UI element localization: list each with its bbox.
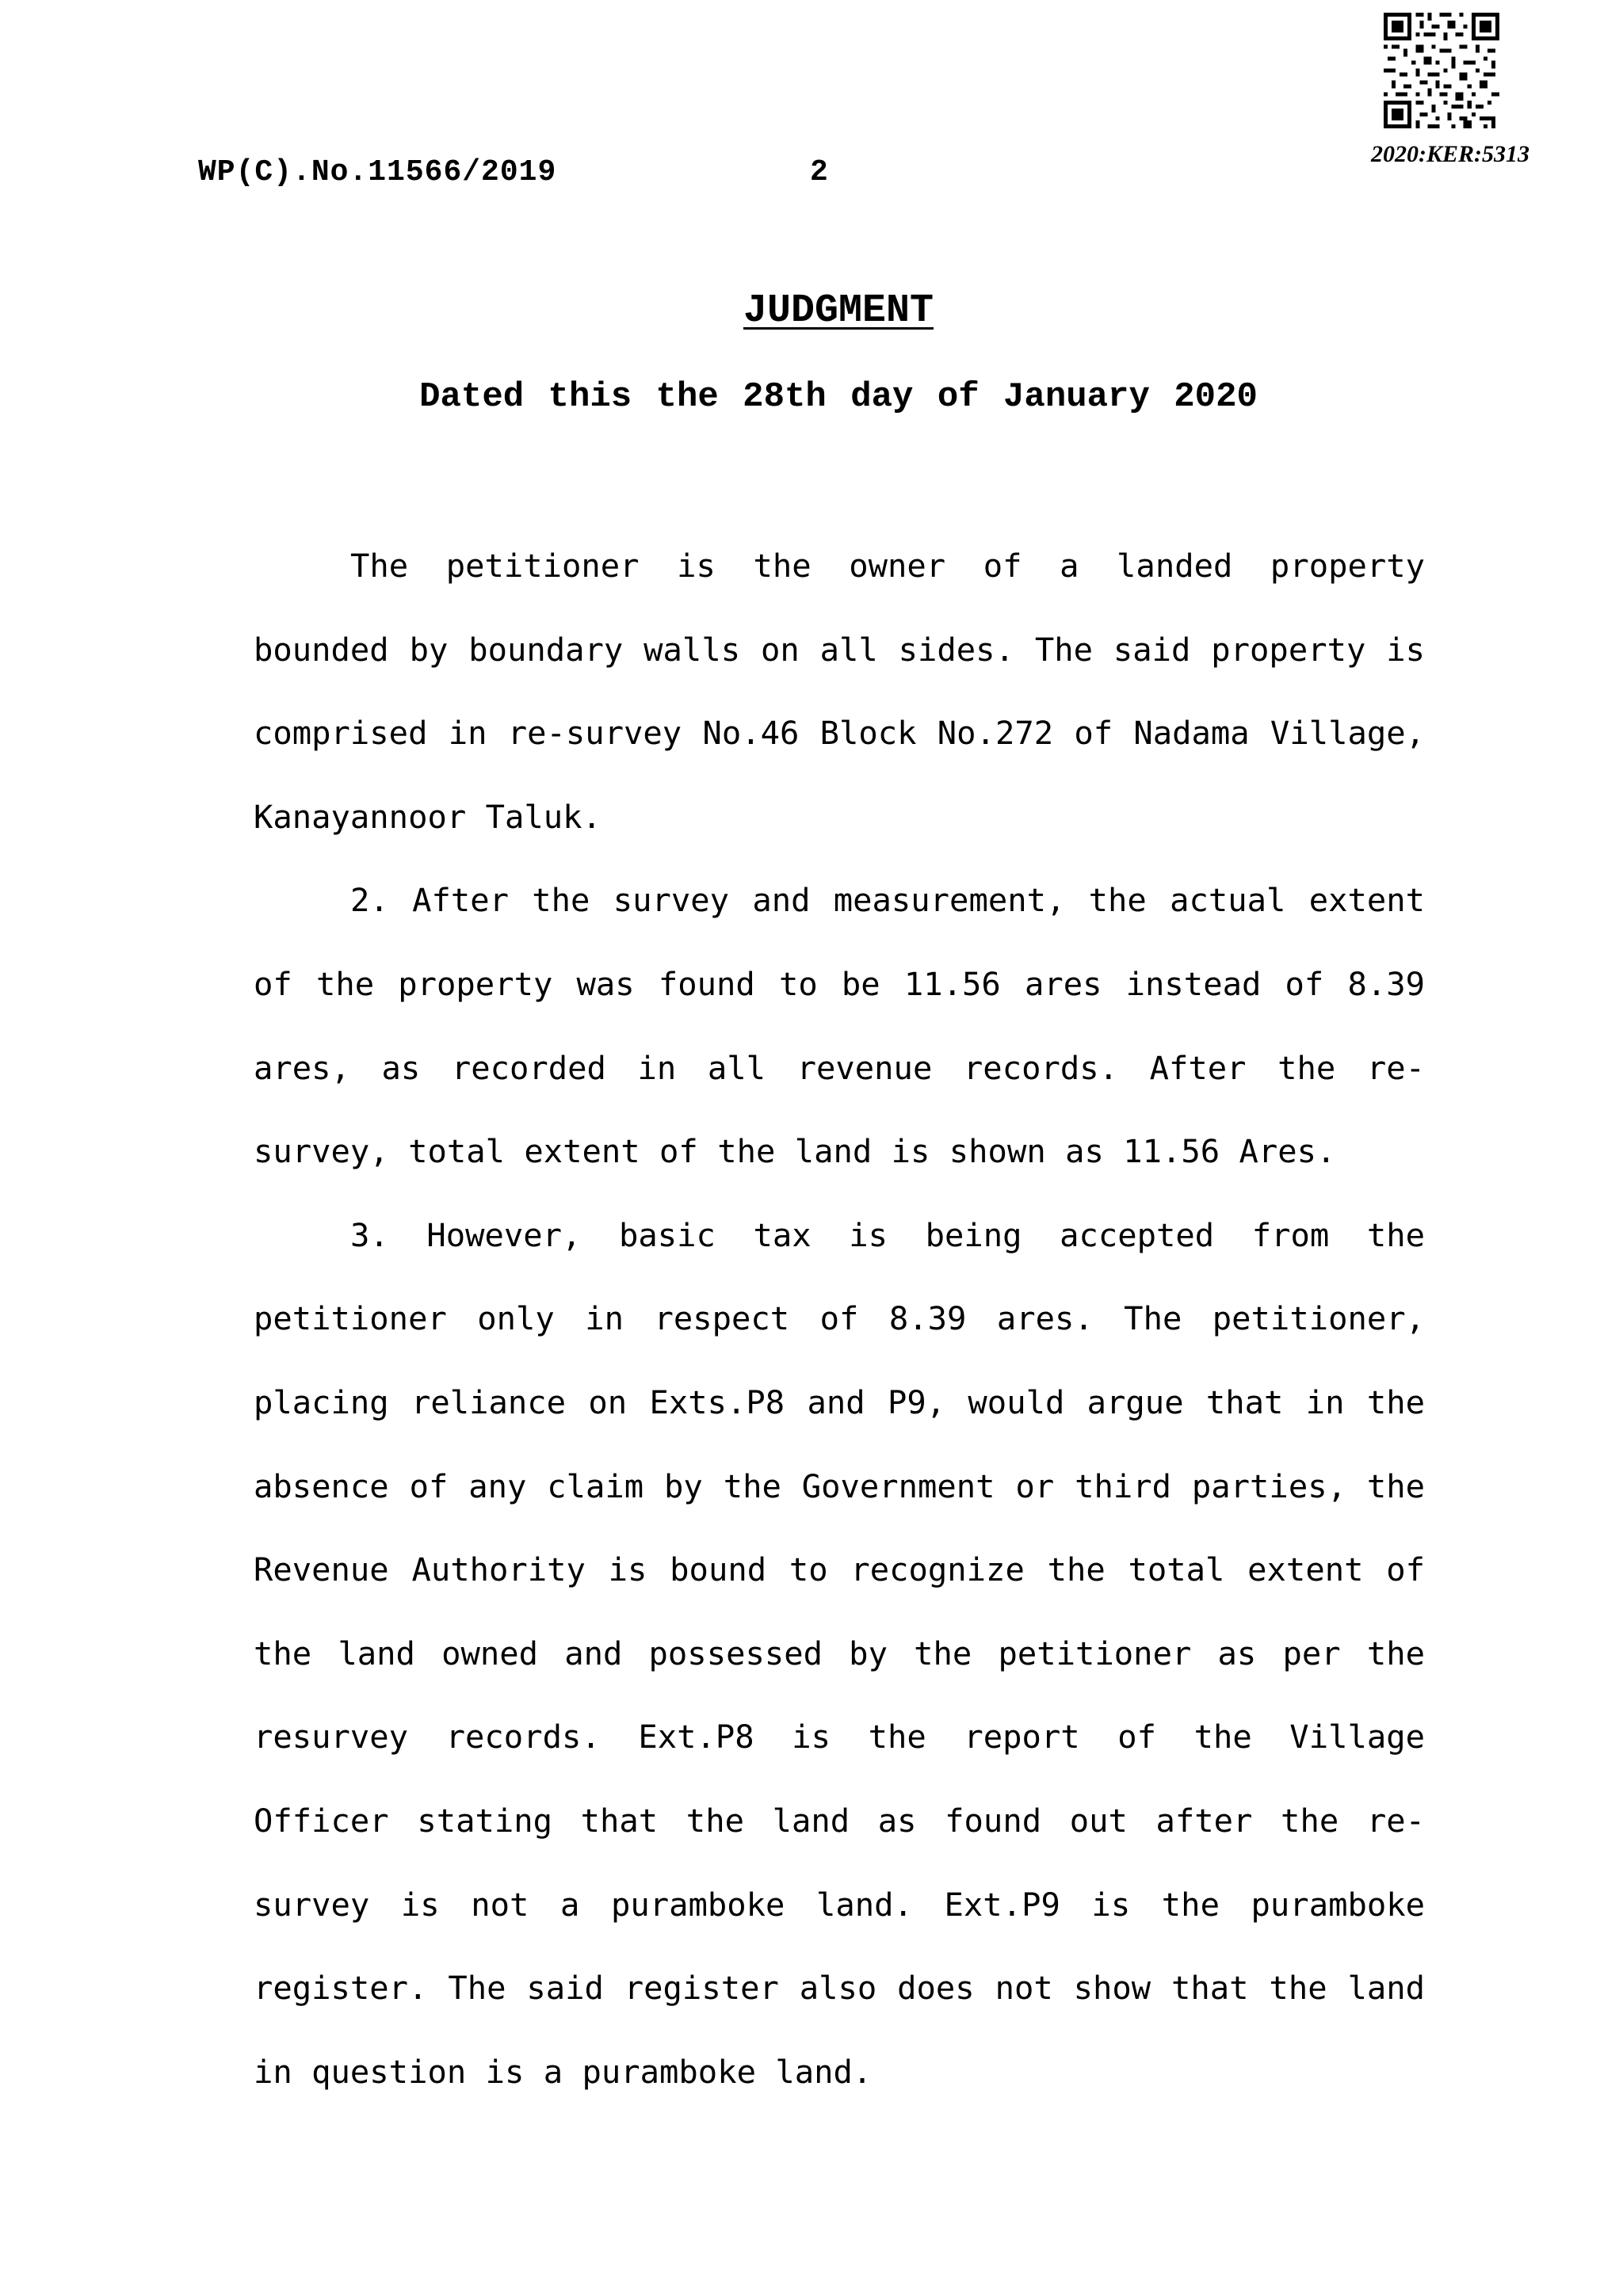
judgment-heading: [0, 288, 1623, 334]
paragraph-1: The petitioner is the owner of a landed property bounded by boundary walls on all sides. The said property is comprised in re-survey No.46 Block No.272 of Nadama Village, Kanayannoor Taluk.: [254, 547, 1425, 836]
judgment-title: JUDGMENT: [743, 288, 934, 334]
page-number: 2: [810, 155, 828, 189]
paragraph-3: 3. However, basic tax is being accepted from the petitioner only in respect of 8.39 ares. The petitioner, placing reliance on Exts.P8 and P9, would argue that in the absence of any claim by the Government or third parties, the Revenue Authority is bound to recognize the total extent of the land owned and possessed by the petitioner as per the resurvey records. Ext.P8 is the report of the Village Officer stating that the land as found out after the re-survey is not a puramboke land. Ext.P9 is the puramboke register. The said register also does not show that the land in question is a puramboke land.: [254, 1215, 1425, 2091]
neutral-citation: 2020:KER:5313: [1370, 141, 1529, 167]
judgment-body: [254, 524, 1425, 2114]
judgment-date: Dated this the 28th day of January 2020: [419, 377, 1258, 417]
qr-code-icon: [1384, 13, 1499, 128]
paragraph-2: 2. After the survey and measurement, the actual extent of the property was found to be 11.56 ares instead of 8.39 ares, as recorded in all revenue records. After the re-survey, total extent of the land is shown as 11.56 Ares.: [254, 881, 1425, 1171]
case-number: WP(C).No.11566/2019: [198, 155, 557, 189]
